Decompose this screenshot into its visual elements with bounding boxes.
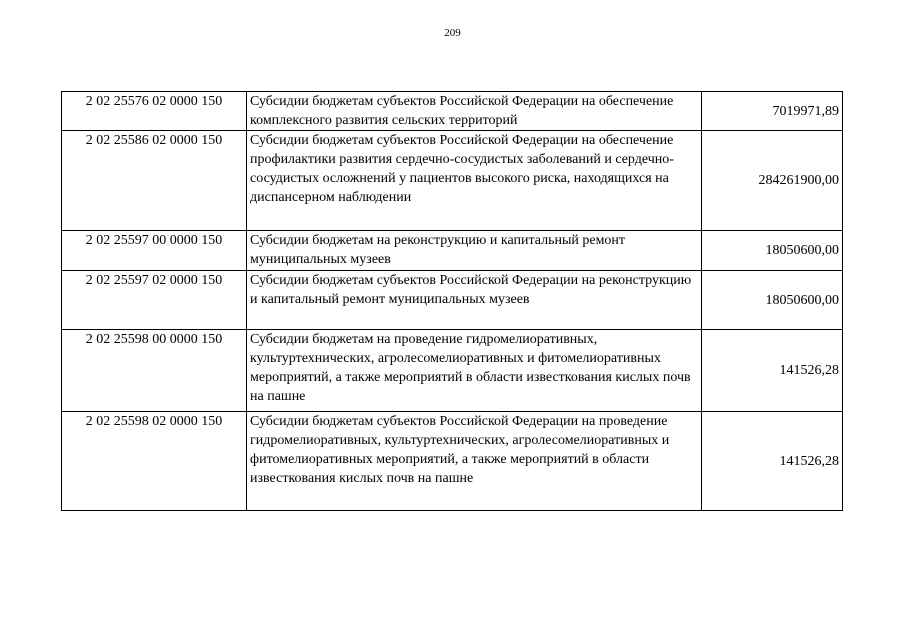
amount-cell: 141526,28 [702,412,843,511]
budget-code-cell: 2 02 25586 02 0000 150 [62,131,247,231]
description-cell: Субсидии бюджетам субъектов Российской Федерации на обеспечение комплексного развития сельских территорий [247,92,702,131]
description-cell: Субсидии бюджетам субъектов Российской Федерации на обеспечение профилактики развития сердечно-сосудистых заболеваний и сердечно-сосудистых осложнений у пациентов высокого риска, находящихся на диспансерном наблюдении [247,131,702,231]
amount-cell: 141526,28 [702,330,843,412]
page-number: 209 [444,27,461,39]
amount-cell: 18050600,00 [702,271,843,330]
budget-code-cell: 2 02 25597 02 0000 150 [62,271,247,330]
amount-cell: 284261900,00 [702,131,843,231]
description-cell: Субсидии бюджетам субъектов Российской Федерации на реконструкцию и капитальный ремонт муниципальных музеев [247,271,702,330]
budget-code-cell: 2 02 25576 02 0000 150 [62,92,247,131]
description-cell: Субсидии бюджетам на проведение гидромелиоративных, культуртехнических, агролесомелиоративных и фитомелиоративных мероприятий, а также мероприятий в области известкования кислых почв на пашне [247,330,702,412]
table-row [62,231,843,271]
table-row [62,271,843,330]
budget-code-cell: 2 02 25598 02 0000 150 [62,412,247,511]
description-cell: Субсидии бюджетам на реконструкцию и капитальный ремонт муниципальных музеев [247,231,702,271]
budget-table [61,91,843,511]
amount-cell: 18050600,00 [702,231,843,271]
table-row [62,92,843,131]
table-row [62,131,843,231]
budget-code-cell: 2 02 25597 00 0000 150 [62,231,247,271]
table-row [62,412,843,511]
description-cell: Субсидии бюджетам субъектов Российской Федерации на проведение гидромелиоративных, культуртехнических, агролесомелиоративных и фитомелиоративных мероприятий, а также мероприятий в области известкования кислых почв на пашне [247,412,702,511]
table-row [62,330,843,412]
amount-cell: 7019971,89 [702,92,843,131]
budget-code-cell: 2 02 25598 00 0000 150 [62,330,247,412]
